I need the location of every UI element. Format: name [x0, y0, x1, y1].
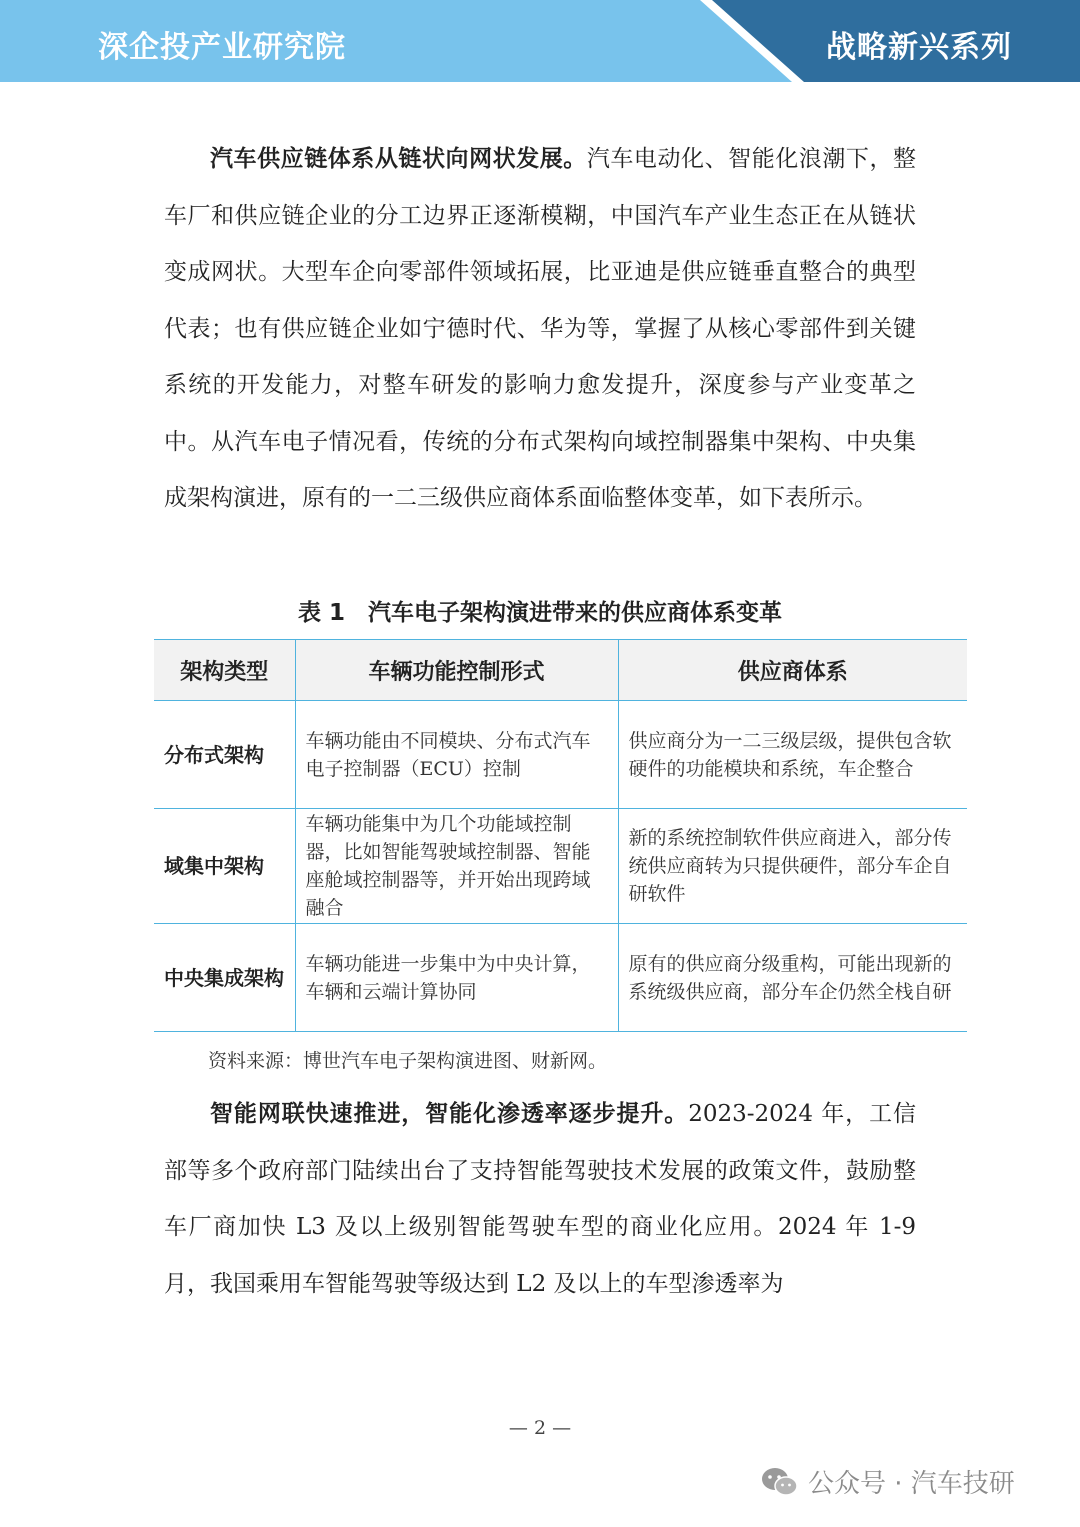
cell-architecture-type: 域集中架构 [154, 809, 295, 924]
cell-architecture-type: 中央集成架构 [154, 924, 295, 1032]
architecture-table [154, 639, 967, 1032]
table-row [154, 924, 967, 1032]
table-header: 车辆功能控制形式 [295, 640, 618, 701]
table-source: 资料来源：博世汽车电子架构演进图、财新网。 [208, 1050, 608, 1072]
table-header-row [154, 640, 967, 701]
table-header: 供应商体系 [618, 640, 967, 701]
watermark-text: 公众号 · 汽车技研 [808, 1469, 1015, 1499]
paragraph-lead: 汽车供应链体系从链状向网状发展。 [210, 146, 587, 172]
paragraph-lead: 智能网联快速推进，智能化渗透率逐步提升。 [210, 1101, 689, 1127]
cell-control-form: 车辆功能集中为几个功能域控制器，比如智能驾驶域控制器、智能座舱域控制器等，并开始出现跨域融合 [295, 809, 618, 924]
paragraph-intelligent-connected [164, 1086, 916, 1312]
page-number: — 2 — [508, 1417, 572, 1439]
paragraph-body: 2023-2024 年，工信部等多个政府部门陆续出台了支持智能驾驶技术发展的政策文件，鼓励整车厂商加快 L3 及以上级别智能驾驶车型的商业化应用。2024 年 1-9 月，我国乘用车智能驾驶等级达到 L2 及以上的车型渗透率为 [164, 1101, 916, 1297]
table-caption: 表 1 汽车电子架构演进带来的供应商体系变革 [297, 600, 782, 626]
cell-supplier-system: 供应商分为一二三级层级，提供包含软硬件的功能模块和系统，车企整合 [618, 701, 967, 809]
header-banner [0, 0, 1080, 82]
watermark [760, 1463, 1015, 1500]
header-right-title: 战略新兴系列 [826, 30, 1012, 65]
cell-supplier-system: 原有的供应商分级重构，可能出现新的系统级供应商，部分车企仍然全栈自研 [618, 924, 967, 1032]
table-header: 架构类型 [154, 640, 295, 701]
table-row [154, 809, 967, 924]
table-row [154, 701, 967, 809]
cell-architecture-type: 分布式架构 [154, 701, 295, 809]
wechat-icon [760, 1465, 800, 1499]
cell-control-form: 车辆功能进一步集中为中央计算，车辆和云端计算协同 [295, 924, 618, 1032]
paragraph-body: 汽车电动化、智能化浪潮下，整车厂和供应链企业的分工边界正逐渐模糊，中国汽车产业生态正在从链状变成网状。大型车企向零部件领域拓展，比亚迪是供应链垂直整合的典型代表；也有供应链企业如宁德时代、华为等，掌握了从核心零部件到关键系统的开发能力，对整车研发的影响力愈发提升，深度参与产业变革之中。从汽车电子情况看，传统的分布式架构向域控制器集中架构、中央集成架构演进，原有的一二三级供应商体系面临整体变革，如下表所示。 [164, 146, 917, 511]
paragraph-supply-chain [164, 131, 916, 527]
cell-supplier-system: 新的系统控制软件供应商进入，部分传统供应商转为只提供硬件，部分车企自研软件 [618, 809, 967, 924]
cell-control-form: 车辆功能由不同模块、分布式汽车电子控制器（ECU）控制 [295, 701, 618, 809]
header-left-title: 深企投产业研究院 [98, 30, 346, 65]
